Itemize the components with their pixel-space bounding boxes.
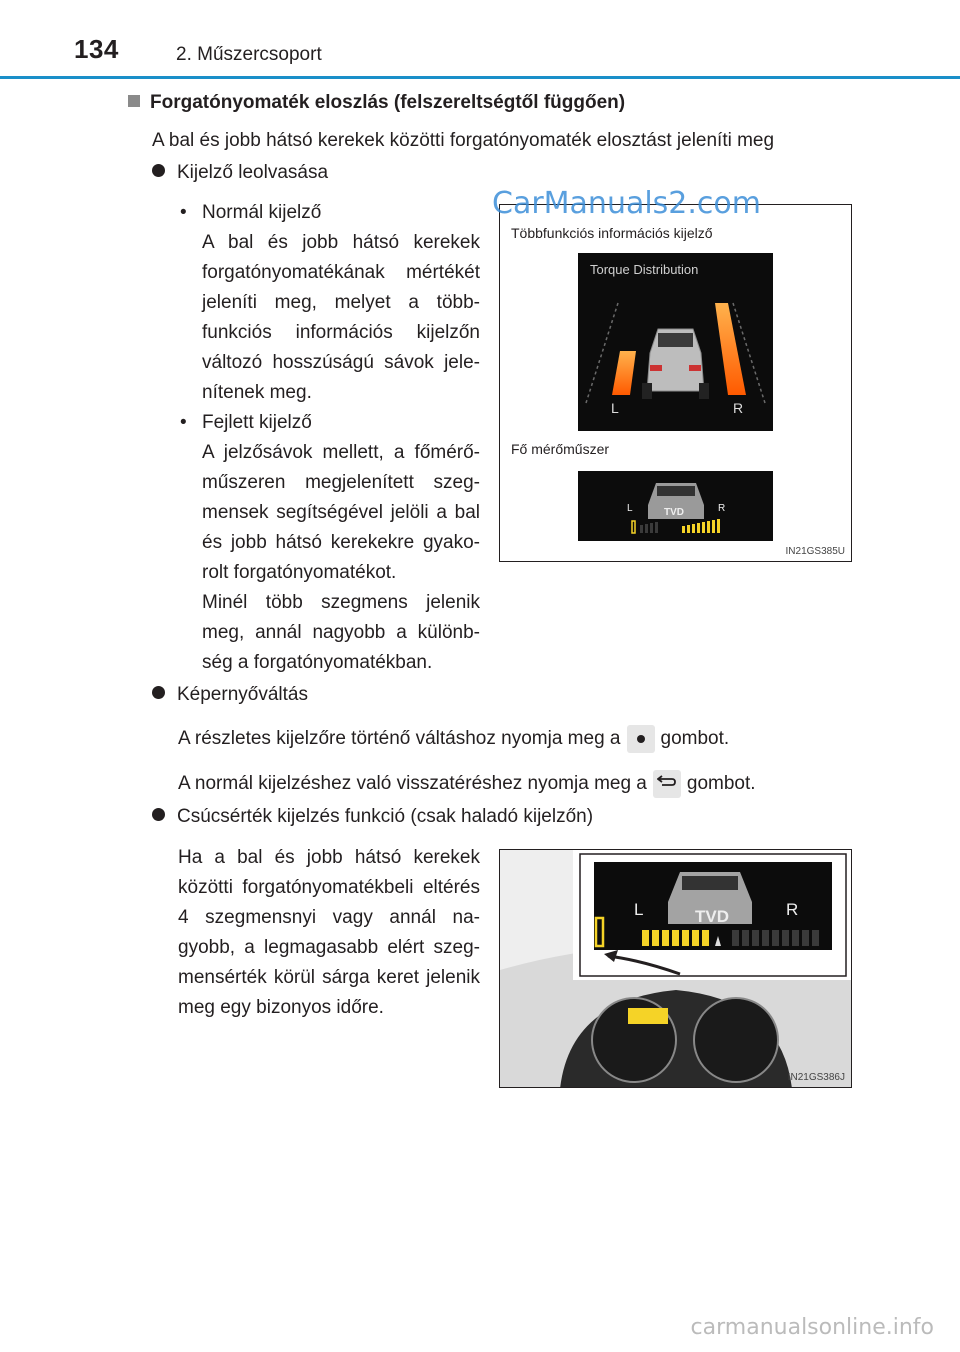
figure-code: IN21GS385U — [785, 546, 845, 557]
switch-line-2 — [178, 769, 756, 799]
left-label: L — [627, 503, 633, 514]
switch-line1-post: gombot. — [660, 728, 730, 749]
figure-code: IN21GS386J — [787, 1072, 845, 1083]
header-divider — [0, 76, 960, 79]
bullet-dot-icon — [152, 686, 165, 699]
bullet-reading — [152, 162, 328, 184]
advanced-display-text: A jelzősávok mellett, a főmérőműszeren megjelenített szegmensek segítségével jelöli a bal és jobb hátsó kerekekre gyakorolt forgatónyomatékot. — [202, 442, 480, 583]
switch-line2-post: gombot. — [686, 773, 756, 794]
torque-bars-graphic — [578, 253, 773, 431]
switch-line2-pre: A normál kijelzéshez való visszatéréshez nyomja meg a — [178, 773, 647, 794]
figure-peak-display — [499, 849, 852, 1088]
left-label: L — [611, 400, 619, 416]
sub-bullet-mark: • — [180, 202, 187, 223]
normal-display-title: Normál kijelző — [202, 202, 322, 223]
tvd-label: TVD — [695, 907, 729, 926]
heading-text: Forgatónyomaték eloszlás (felszereltségtől függően) — [150, 92, 626, 113]
left-label: L — [634, 900, 644, 919]
bullet-dot-icon — [152, 164, 165, 177]
figure-label-main-meter: Fő mérőműszer — [511, 441, 610, 457]
advanced-display-text2: Minél több szegmens jelenik meg, annál nagyobb a különbség a forgatónyomatékban. — [202, 592, 480, 673]
advanced-display-title: Fejlett kijelző — [202, 412, 312, 433]
section-title: 2. Műszercsoport — [176, 44, 322, 65]
bullet-switching-text: Képernyőváltás — [177, 684, 308, 705]
bullet-peak — [152, 806, 593, 828]
screen-title: Torque Distribution — [590, 262, 699, 277]
right-torque-bar — [715, 303, 746, 395]
intro-text: A bal és jobb hátsó kerekek közötti forgatónyomaték elosztást jeleníti meg — [152, 130, 775, 151]
normal-display-text: A bal és jobb hátsó kerekek forgatónyomatékának mértékét jeleníti meg, melyet a többfunkciós információs kijelzőn változó hosszúságú sávok jelenítenek meg. — [202, 232, 480, 403]
right-label: R — [786, 900, 799, 919]
tvd-segments-graphic — [578, 471, 773, 541]
right-label: R — [733, 400, 744, 416]
right-label: R — [718, 503, 726, 514]
figure-label-multi-info: Többfunkciós információs kijelző — [511, 225, 713, 241]
instrument-cluster-graphic — [500, 850, 852, 1088]
normal-display-block — [180, 198, 480, 408]
bullet-peak-text: Csúcsérték kijelzés funkció (csak haladó kijelzőn) — [177, 806, 594, 827]
peak-description: Ha a bal és jobb hátsó kerekek közötti forgatónyomatékbeli eltérés 4 szegmensnyi vagy annál nagyobb, a legmagasabb elért szegmensérték körül sárga keret jelenik meg egy bizonyos időre. — [178, 847, 480, 1018]
section-heading — [128, 92, 625, 114]
page-header — [0, 0, 960, 80]
bullet-dot-icon — [152, 808, 165, 821]
bullet-switching — [152, 684, 308, 706]
main-meter-screen — [578, 471, 773, 541]
bullet-reading-text: Kijelző leolvasása — [177, 162, 329, 183]
watermark-logo: CarManuals2.com — [492, 186, 762, 221]
footer-watermark: carmanualsonline.info — [690, 1315, 934, 1340]
advanced-display-block — [180, 408, 480, 678]
page-number: 134 — [74, 34, 119, 64]
back-button-icon — [653, 770, 681, 798]
switch-line1-pre: A részletes kijelzőre történő váltáshoz nyomja meg a — [178, 728, 621, 749]
left-torque-bar — [612, 351, 636, 395]
switch-line-1 — [178, 724, 729, 754]
enter-button-icon — [627, 725, 655, 753]
tvd-label: TVD — [664, 507, 684, 518]
square-bullet-icon — [128, 95, 140, 107]
multi-info-display-screen — [578, 253, 773, 431]
figure-torque-displays — [499, 204, 852, 562]
sub-bullet-mark: • — [180, 412, 187, 433]
